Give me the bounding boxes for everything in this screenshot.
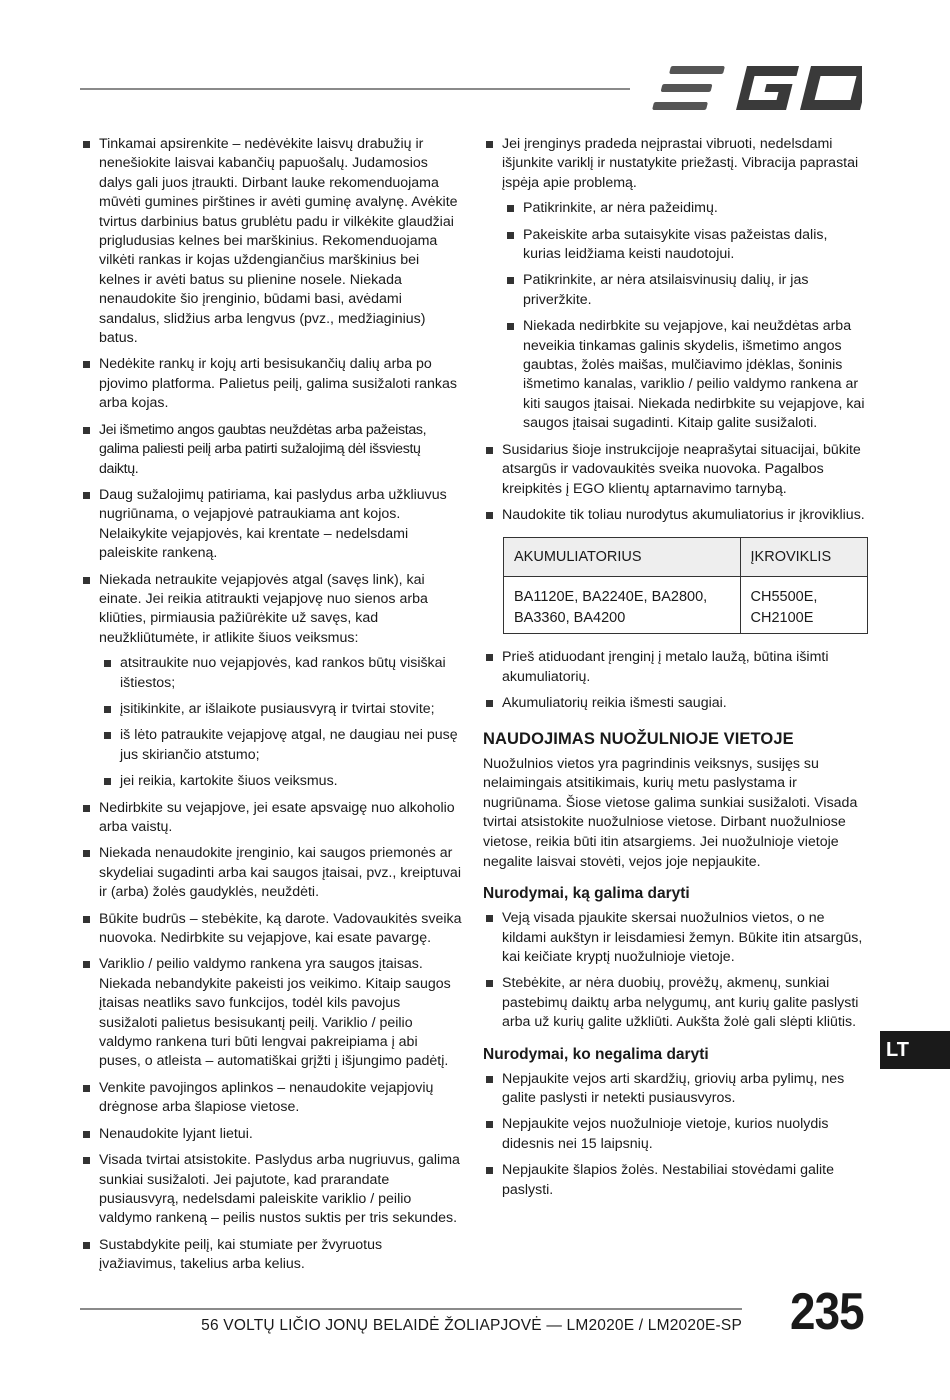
table-row (504, 577, 868, 634)
sub-list-item: Niekada nedirbkite su vejapjove, kai neuždėtas arba neveikia tinkamas galinis skydelis, išmetimo angos gaubtas, žolės maišas, mulčiavimo įdėklas, šoninis išmetimo kanalas, variklio / peilio valdymo rankena ar kiti saugos įtaisai. Niekada nedirbkite su vejapjove, kai saugos įtaisai sugadinti. Kitaip galite susižaloti. (504, 317, 868, 433)
list-item: Niekada netraukite vejapjovės atgal (savęs link), kai einate. Jei reikia atitraukti vejapjovę nuo sienos arba kliūties, pirmiausia pažiūrėkite už savęs, kad neužkliūtumėte, ir atlikite šiuos veiksmus: atsitraukite nuo vejapjovės, kad rankos būtų visiškai ištiestos; įsitikinkite, ar išlaikote pusiausvyrą ir tvirtai stovite; iš lėto patraukite vejapjovę atgal, ne daugiau nei pusę jus skiriančio atstumo; jei reikia, kartokite šiuos veiksmus. (80, 571, 462, 792)
dont-list (483, 1070, 868, 1200)
do-list (483, 909, 868, 1032)
list-item: Susidarius šioje instrukcijoje neaprašytai situacijai, būkite atsargūs ir vadovaukitės sveika nuovoka. Pagalbos kreipkitės į EGO klientų aptarnavimo tarnybą. (483, 441, 868, 499)
list-item: Stebėkite, ar nėra duobių, provėžų, akmenų, sunkiai pastebimų daiktų arba nelygumų, ant kurių galite paslysti arba už kurių galite užkliūti. Aukšta žolė gali slėpti kliūtis. (483, 974, 868, 1032)
subheading-do: Nurodymai, ką galima daryti (483, 885, 690, 903)
list-item: Jei įrenginys pradeda neįprastai vibruoti, nedelsdami išjunkite variklį ir nustatykite priežastį. Vibracija paprastai įspėja apie problemą. Patikrinkite, ar nėra pažeidimų. Pakeiskite arba sutaisykite visas pažeistas dalis, kurias leidžiama keisti naudotojui. Patikrinkite, ar nėra atsilaisvinusių dalių, ir jas priveržkite. Niekada nedirbkite su vejapjove, kai neuždėtas arba neveikia tinkamas galinis skydelis, išmetimo angos gaubtas, žolės maišas, mulčiavimo įdėklas, šoninis išmetimo kanalas, variklio / peilio valdymo rankena ar kiti saugos įtaisai. Niekada nedirbkite su vejapjove, kai saugos įtaisai sugadinti. Kitaip galite susižaloti. (483, 135, 868, 434)
table-header-battery: AKUMULIATORIUS (504, 538, 741, 577)
list-item: Jei išmetimo angos gaubtas neuždėtas arba pažeistas, galima paliesti peilį arba patirti sužalojimą dėl išsviestų daiktų. (80, 421, 462, 479)
safety-list-left (80, 135, 462, 1275)
list-item: Nedirbkite su vejapjove, jei esate apsvaigę nuo alkoholio arba vaistų. (80, 799, 462, 838)
footer-title: 56 VOLTŲ LIČIO JONŲ BELAIDĖ ŽOLIAPJOVĖ — LM2020E / LM2020E-SP (201, 1317, 742, 1334)
list-item: Visada tvirtai atsistokite. Paslydus arba nugriuvus, galima sunkiai susižaloti. Jei pajutote, kad prarandate pusiausvyrą, nedelsdami paleiskite variklio / peilio valdymo rankeną – peilis nustos suktis per tris sekundes. (80, 1151, 462, 1229)
sub-list-item: jei reikia, kartokite šiuos veiksmus. (101, 772, 462, 791)
sub-list-item: įsitikinkite, ar išlaikote pusiausvyrą ir tvirtai stovite; (101, 700, 462, 719)
right-column (483, 135, 868, 1207)
ego-logo (650, 62, 862, 114)
left-column (80, 135, 462, 1282)
list-item: Nepjaukite vejos arti skardžių, griovių arba pylimų, nes galite paslysti ir netekti pusiausvyros. (483, 1070, 868, 1109)
list-item: Nepjaukite vejos nuožulnioje vietoje, kurios nuolydis didesnis nei 15 laipsnių. (483, 1115, 868, 1154)
header-rule (80, 88, 630, 90)
sub-list-item: iš lėto patraukite vejapjovę atgal, ne daugiau nei pusę jus skiriančio atstumo; (101, 726, 462, 765)
table-cell-chargers: CH5500E, CH2100E (740, 577, 867, 634)
list-item: Niekada nenaudokite įrenginio, kai saugos priemonės ar skydeliai sugadinti arba kai saugos įtaisai, pvz., kreiptuvai ir (arba) žolės gaudyklės, neuždėti. (80, 844, 462, 902)
list-item: Daug sužalojimų patiriama, kai paslydus arba užkliuvus nugriūnama, o vejapjovė patraukiama ant kojos. Nelaikykite vejapjovės, kai krentate – nedelsdami paleiskite rankeną. (80, 486, 462, 564)
sub-list-item: Pakeiskite arba sutaisykite visas pažeistas dalis, kurias leidžiama keisti naudotojui. (504, 226, 868, 265)
list-item: Nenaudokite lyjant lietui. (80, 1125, 462, 1144)
subheading-dont: Nurodymai, ko negalima daryti (483, 1045, 709, 1063)
list-item: Naudokite tik toliau nurodytus akumuliatorius ir įkroviklius. (483, 506, 868, 525)
list-item: Akumuliatorių reikia išmesti saugiai. (483, 694, 868, 713)
list-item: Nepjaukite šlapios žolės. Nestabiliai stovėdami galite paslysti. (483, 1161, 868, 1200)
sub-list (504, 199, 868, 433)
ego-logo-graphic (650, 62, 862, 114)
slope-paragraph: Nuožulnios vietos yra pagrindinis veiksnys, susijęs su nelaimingais atsitikimais, kurių metu paslystama ir nugriūnama. Šiose vietose galima sunkiai susižaloti. Visada tvirtai atsistokite nuožulniose vietose. Dirbant nuožulniose vietose, reikia būti itin atsargiems. Jei nuožulnioje vietoje negalite laisvai stovėti, vejos joje nepjaukite. (483, 755, 858, 870)
sub-list-item: Patikrinkite, ar nėra pažeidimų. (504, 199, 868, 218)
sub-list-item: Patikrinkite, ar nėra atsilaisvinusių dalių, ir jas priveržkite. (504, 271, 868, 310)
list-item: Nedėkite rankų ir kojų arti besisukančių dalių arba po pjovimo platforma. Palietus peilį, galima susižaloti rankas arba kojas. (80, 355, 462, 413)
safety-list-right (483, 135, 868, 525)
table-header-row (504, 538, 868, 577)
list-item: Variklio / peilio valdymo rankena yra saugos įtaisas. Niekada nebandykite pakeisti jos veikimo. Kitaip saugos įtaisas neatliks savo funkcijos, todėl kils pavojus susižaloti palietus besisukantį peilį. Variklio / peilio valdymo rankena turi būti lengvai pakreipiama į abi puses, o atleista – automatiškai grįžti į išjungimo padėtį. (80, 955, 462, 1071)
disposal-list (483, 648, 868, 713)
sub-list-item: atsitraukite nuo vejapjovės, kad rankos būtų visiškai ištiestos; (101, 654, 462, 693)
list-item: Sustabdykite peilį, kai stumiate per žvyruotus įvažiavimus, takelius arba kelius. (80, 1236, 462, 1275)
page-number: 235 (790, 1283, 864, 1341)
table-cell-batteries: BA1120E, BA2240E, BA2800, BA3360, BA4200 (504, 577, 741, 634)
list-item: Būkite budrūs – stebėkite, ką darote. Vadovaukitės sveika nuovoka. Nedirbkite su vejapjove, kai esate pavargę. (80, 910, 462, 949)
list-item: Venkite pavojingos aplinkos – nenaudokite vejapjovių drėgnose arba šlapiose vietose. (80, 1079, 462, 1118)
list-item: Prieš atiduodant įrenginį į metalo laužą, būtina išimti akumuliatorių. (483, 648, 868, 687)
battery-charger-table (503, 537, 868, 634)
footer-rule (80, 1308, 742, 1310)
list-item: Tinkamai apsirenkite – nedėvėkite laisvų drabužių ir nenešiokite laisvai kabančių papuošalų. Judamosios dalys gali juos įtraukti. Dirbant lauke rekomenduojama mūvėti gumines pirštines ir avėti guminę avalynę. Avėkite tvirtus darbinius batus grublėtu padu ir vilkėkite glaudžiai prigludusias kelnes bei marškinius. Rekomenduojama vilkėti rankas ir kojas uždengiančius marškinius bei kelnes ir avėti batus su plienine nosele. Niekada nenaudokite šio įrenginio, būdami basi, avėdami sandalus, slidžius arba lengvus (pvz., medžiaginius) batus. (80, 135, 462, 348)
list-item: Veją visada pjaukite skersai nuožulnios vietos, o ne kildami aukštyn ir leisdamiesi žemyn. Būkite itin atsargūs, kai keičiate kryptį nuožulnioje vietoje. (483, 909, 868, 967)
sub-list (101, 654, 462, 791)
language-tab: LT (880, 1031, 950, 1069)
section-heading-slope: NAUDOJIMAS NUOŽULNIOJE VIETOJE (483, 729, 794, 748)
table-header-charger: ĮKROVIKLIS (740, 538, 867, 577)
